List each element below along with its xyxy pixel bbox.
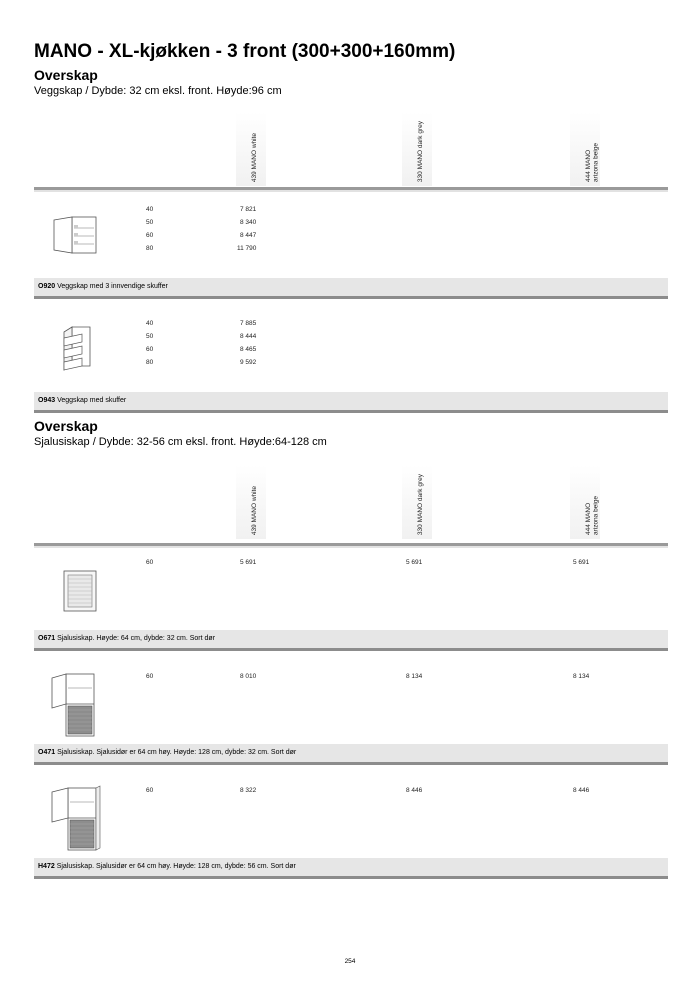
tall-shutter-cabinet-icon: [46, 668, 102, 740]
size-cell: 60: [146, 346, 154, 353]
price-cell: 8 134: [406, 673, 423, 680]
page-number: 254: [344, 958, 356, 965]
price-cell: 8 010: [240, 673, 257, 680]
price-cell: 7 885: [240, 320, 257, 327]
product-description: Sjalusiskap. Sjalusidør er 64 cm høy. Høyde: 128 cm, dybde: 32 cm. Sort dør: [57, 749, 297, 756]
column-header: 330 MANO dark grey: [402, 112, 432, 186]
column-header: 444 MANO arizona beige: [570, 112, 600, 186]
product-footer: [34, 858, 668, 876]
price-cell: 5 691: [406, 559, 423, 566]
section-subheading: Veggskap / Dybde: 32 cm eksl. front. Høyde:96 cm: [34, 85, 282, 97]
price-cell: 11 790: [237, 245, 257, 252]
section-subheading: Sjalusiskap / Dybde: 32-56 cm eksl. front. Høyde:64-128 cm: [34, 436, 327, 448]
column-header: 444 MANO arizona beige: [570, 465, 600, 539]
price-cell: 7 821: [240, 206, 257, 213]
size-cell: 60: [146, 232, 154, 239]
column-header: 439 MANO white: [236, 465, 266, 539]
size-cell: 60: [146, 559, 154, 566]
size-cell: 80: [146, 245, 154, 252]
price-cell: 8 322: [240, 787, 257, 794]
product-code: O920: [38, 283, 56, 290]
product-footer: [34, 278, 668, 296]
wall-cabinet-open-drawers-icon: [50, 212, 102, 258]
price-cell: 8 444: [240, 333, 257, 340]
size-cell: 60: [146, 673, 154, 680]
product-description: Sjalusiskap. Høyde: 64 cm, dybde: 32 cm. Sort dør: [57, 635, 216, 642]
price-cell: 5 691: [240, 559, 257, 566]
price-cell: 9 592: [240, 359, 257, 366]
product-code: O471: [38, 749, 56, 756]
size-cell: 40: [146, 320, 154, 327]
size-cell: 40: [146, 206, 154, 213]
header-rule: [34, 187, 668, 190]
price-cell: 5 691: [573, 559, 590, 566]
tall-deep-shutter-cabinet-icon: [46, 784, 104, 854]
price-cell: 8 447: [240, 232, 257, 239]
page-title: MANO - XL-kjøkken - 3 front (300+300+160mm): [34, 41, 456, 62]
product-footer: [34, 630, 668, 648]
size-cell: 50: [146, 333, 154, 340]
size-cell: 80: [146, 359, 154, 366]
size-cell: 50: [146, 219, 154, 226]
section-heading: Overskap: [34, 67, 98, 83]
product-footer: [34, 744, 668, 762]
price-cell: 8 465: [240, 346, 257, 353]
product-code: O671: [38, 635, 56, 642]
size-cell: 60: [146, 787, 154, 794]
product-description: Veggskap med 3 innvendige skuffer: [57, 283, 168, 290]
product-description: Sjalusiskap. Sjalusidør er 64 cm høy. Høyde: 128 cm, dybde: 56 cm. Sort dør: [56, 863, 296, 870]
wall-cabinet-drawers-icon: [58, 324, 100, 372]
price-cell: 8 446: [573, 787, 590, 794]
product-code: H472: [38, 863, 55, 870]
header-rule: [34, 543, 668, 546]
column-header: 439 MANO white: [236, 112, 266, 186]
section-heading: Overskap: [34, 418, 98, 434]
product-description: Veggskap med skuffer: [57, 397, 127, 404]
price-cell: 8 134: [573, 673, 590, 680]
product-code: O943: [38, 397, 56, 404]
roller-shutter-cabinet-icon: [58, 566, 102, 616]
price-cell: 8 446: [406, 787, 423, 794]
price-cell: 8 340: [240, 219, 257, 226]
column-header: 330 MANO dark grey: [402, 465, 432, 539]
product-footer: [34, 392, 668, 410]
